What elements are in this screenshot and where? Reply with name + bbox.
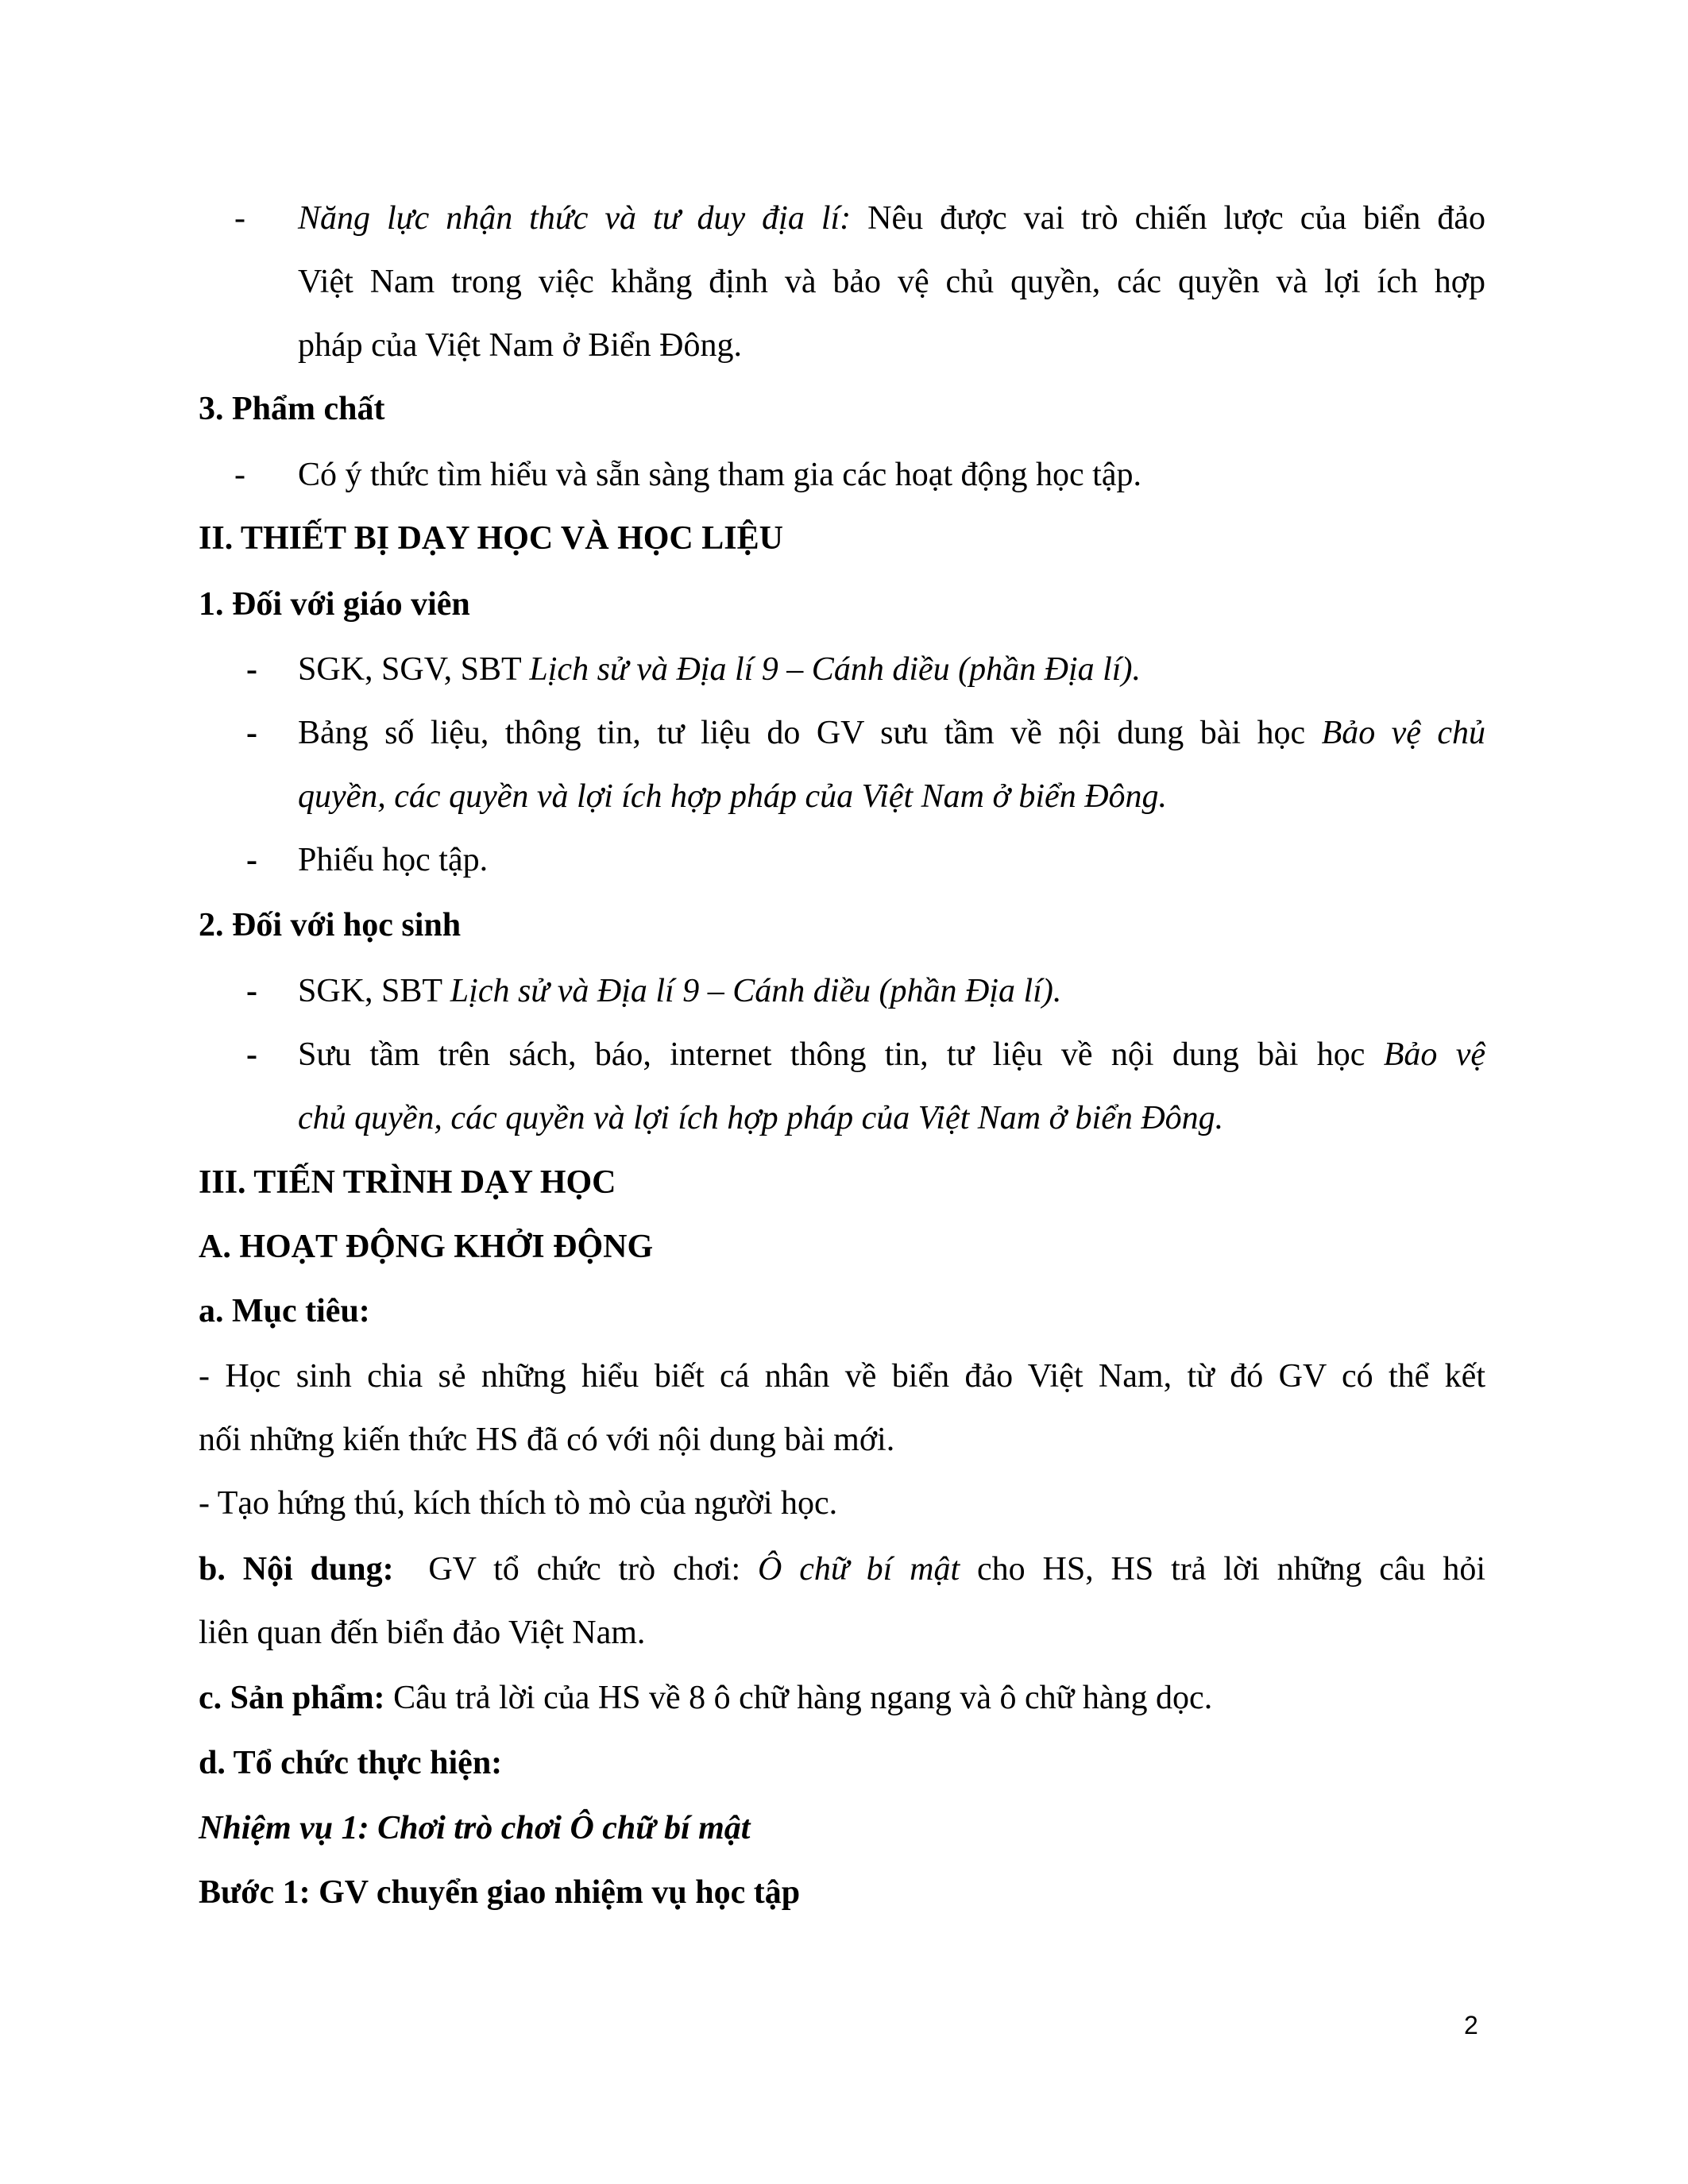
- student-item-1-italic: Lịch sử và Địa lí 9 – Cánh diều (phần Địa lí).: [450, 973, 1062, 1009]
- section-3-heading: III. TIẾN TRÌNH DẠY HỌC: [199, 1164, 616, 1201]
- bullet-dash: -: [246, 973, 257, 1009]
- objective-2: - Tạo hứng thú, kích thích tò mò của người học.: [199, 1485, 838, 1522]
- bullet-dash: -: [246, 842, 257, 878]
- qualities-heading: 3. Phẩm chất: [199, 391, 385, 427]
- capacity-line-1: [298, 198, 1485, 239]
- product-line: [199, 1677, 1485, 1719]
- bullet-dash: -: [246, 1036, 257, 1073]
- student-item-2-italic-1: Bảo vệ: [1383, 1036, 1485, 1073]
- student-heading: 2. Đối với học sinh: [199, 907, 462, 943]
- content-game-name: Ô chữ bí mật: [758, 1551, 960, 1588]
- teacher-item-2-line-1: [298, 712, 1485, 754]
- content-label: b. Nội dung:: [199, 1551, 394, 1588]
- product-label: c. Sản phẩm:: [199, 1680, 385, 1716]
- activity-a-heading: A. HOẠT ĐỘNG KHỞI ĐỘNG: [199, 1229, 654, 1265]
- qualities-item: Có ý thức tìm hiểu và sẵn sàng tham gia các hoạt động học tập.: [298, 457, 1141, 493]
- content-text-1: GV tổ chức trò chơi:: [428, 1551, 741, 1588]
- student-item-1-plain: SGK, SBT: [298, 973, 442, 1009]
- student-item-2-line-2: chủ quyền, các quyền và lợi ích hợp pháp của Việt Nam ở biển Đông.: [298, 1100, 1224, 1136]
- section-2-heading: II. THIẾT BỊ DẠY HỌC VÀ HỌC LIỆU: [199, 520, 783, 557]
- teacher-item-1-italic: Lịch sử và Địa lí 9 – Cánh diều (phần Địa lí).: [529, 651, 1141, 688]
- task-1-heading: Nhiệm vụ 1: Chơi trò chơi Ô chữ bí mật: [199, 1810, 751, 1846]
- product-text: Câu trả lời của HS về 8 ô chữ hàng ngang và ô chữ hàng dọc.: [393, 1680, 1213, 1716]
- student-item-2-plain: Sưu tầm trên sách, báo, internet thông tin, tư liệu về nội dung bài học: [298, 1036, 1365, 1073]
- capacity-line-2: Việt Nam trong việc khẳng định và bảo vệ chủ quyền, các quyền và lợi ích hợp: [298, 264, 1485, 300]
- teacher-item-2-plain: Bảng số liệu, thông tin, tư liệu do GV sưu tầm về nội dung bài học: [298, 715, 1306, 751]
- objective-1-line-1: - Học sinh chia sẻ những hiểu biết cá nhân về biển đảo Việt Nam, từ đó GV có thể kết: [199, 1358, 1485, 1395]
- objective-label: a. Mục tiêu:: [199, 1293, 370, 1329]
- page-number: 2: [1464, 2011, 1478, 2039]
- teacher-heading: 1. Đối với giáo viên: [199, 586, 470, 623]
- teacher-item-2-line-2: quyền, các quyền và lợi ích hợp pháp của Việt Nam ở biển Đông.: [298, 778, 1168, 815]
- teacher-item-1-plain: SGK, SGV, SBT: [298, 651, 521, 688]
- content-text-2: cho HS, HS trả lời những câu hỏi: [977, 1551, 1486, 1588]
- bullet-dash: -: [234, 457, 245, 493]
- bullet-dash: -: [234, 200, 245, 237]
- content-line-1: [199, 1549, 1485, 1590]
- bullet-dash: -: [246, 715, 257, 751]
- content-line-2: liên quan đến biển đảo Việt Nam.: [199, 1615, 646, 1651]
- teacher-item-2-italic-1: Bảo vệ chủ: [1321, 715, 1486, 751]
- bullet-dash: -: [246, 651, 257, 688]
- capacity-line-3: pháp của Việt Nam ở Biển Đông.: [298, 327, 742, 364]
- capacity-text-1: Nêu được vai trò chiến lược của biển đảo: [867, 200, 1485, 237]
- teacher-item-3: Phiếu học tập.: [298, 842, 489, 878]
- objective-1-line-2: nối những kiến thức HS đã có với nội dung bài mới.: [199, 1422, 895, 1458]
- organize-label: d. Tổ chức thực hiện:: [199, 1745, 503, 1781]
- student-item-2-line-1: [298, 1034, 1485, 1075]
- step-1-heading: Bước 1: GV chuyển giao nhiệm vụ học tập: [199, 1874, 801, 1911]
- student-item-1: [298, 970, 1485, 1012]
- capacity-label: Năng lực nhận thức và tư duy địa lí:: [298, 200, 852, 237]
- teacher-item-1: [298, 649, 1485, 690]
